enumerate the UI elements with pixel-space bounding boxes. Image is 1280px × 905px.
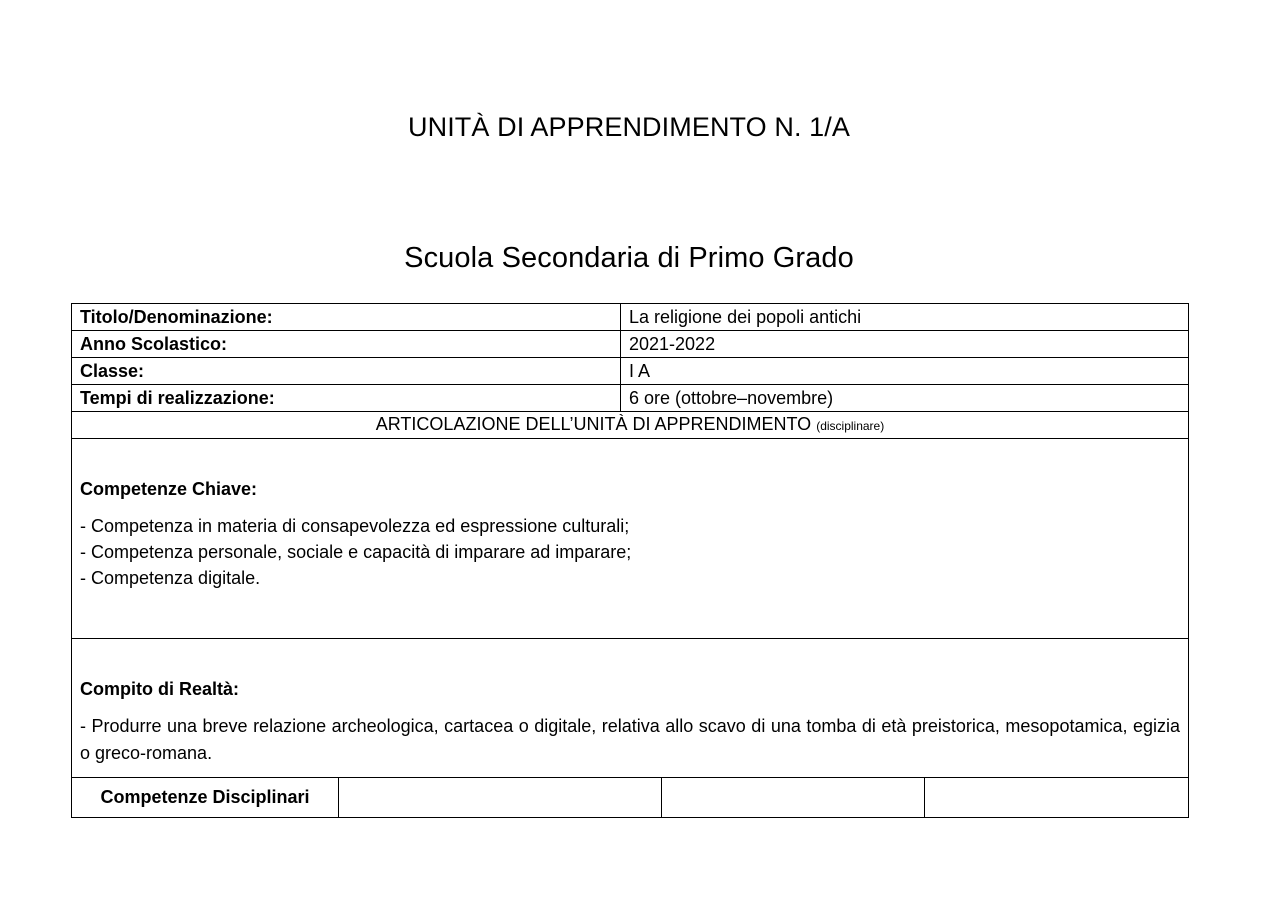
compito-realta-text: - Produrre una breve relazione archeologica, cartacea o digitale, relativa allo scavo di una tomba di età preistorica, mesopotamica, egizia o greco-romana. [80,716,1180,763]
document-title: UNITÀ DI APPRENDIMENTO N. 1/A [408,112,850,142]
compito-realta-heading: Compito di Realtà: [80,679,240,699]
info-value-anno: 2021-2022 [621,331,1189,358]
info-value-titolo: La religione dei popoli antichi [621,304,1189,331]
competenza-item: - Competenza in materia di consapevolezza ed espressione culturali; [80,516,630,536]
table-row [72,331,1189,358]
articolazione-heading-cell [72,412,1189,439]
table-row [72,439,1189,639]
info-value-tempi: 6 ore (ottobre–novembre) [621,385,1189,412]
articolazione-heading: ARTICOLAZIONE DELL’UNITÀ DI APPRENDIMENTO [375,414,812,434]
competenza-item: - Competenza personale, sociale e capacità di imparare ad imparare; [80,542,632,562]
competenze-disciplinari-label: Competenze Disciplinari [72,778,339,818]
info-label-tempi: Tempi di realizzazione: [72,385,621,412]
table-row [72,304,1189,331]
info-label-titolo: Titolo/Denominazione: [72,304,621,331]
table-row [72,385,1189,412]
competenze-chiave-cell [72,439,1189,639]
table-row [72,358,1189,385]
competenze-chiave-heading: Competenze Chiave: [80,479,258,499]
empty-cell [925,778,1189,818]
info-label-anno: Anno Scolastico: [72,331,621,358]
competenze-disciplinari-table [71,777,1189,818]
articolazione-note: (disciplinare) [816,419,885,433]
empty-cell [662,778,925,818]
table-row [72,778,1189,818]
uda-info-table [71,303,1189,778]
competenza-item: - Competenza digitale. [80,568,261,588]
info-label-classe: Classe: [72,358,621,385]
table-row [72,639,1189,778]
info-value-classe: I A [621,358,1189,385]
table-row [72,412,1189,439]
compito-realta-cell [72,639,1189,778]
empty-cell [339,778,662,818]
school-title: Scuola Secondaria di Primo Grado [404,242,854,274]
